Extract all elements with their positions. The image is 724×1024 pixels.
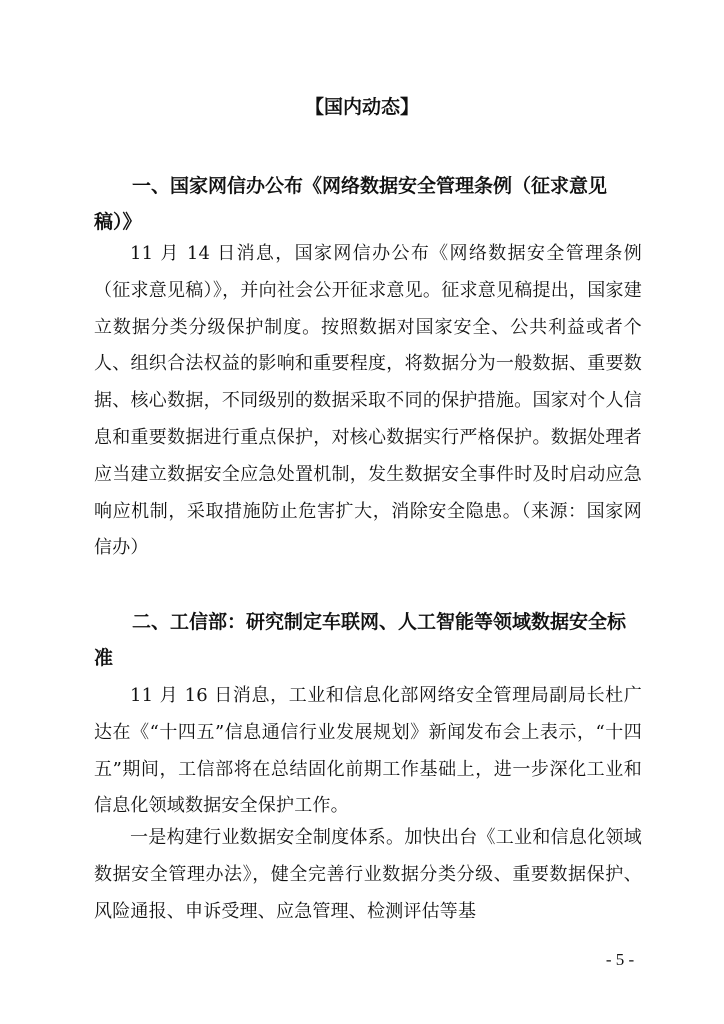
article-1-title: 一、国家网信办公布《网络数据安全管理条例（征求意见稿）》: [94, 175, 608, 233]
article-1-body: 11 月 14 日消息，国家网信办公布《网络数据安全管理条例（征求意见稿）》，并向社会公开征求意见。征求意见稿提出，国家建立数据分类分级保护制度。按照数据对国家安全、公共利益或者个人、组织合法权益的影响和重要程度，将数据分为一般数据、重要数据、核心数据，不同级别的数据采取不同的保护措施。国家对个人信息和重要数据进行重点保护，对核心数据实行严格保护。数据处理者应当建立数据安全应急处置机制，发生数据安全事件时及时启动应急响应机制，采取措施防止危害扩大，消除安全隐患。（来源：国家网信办）: [94, 243, 642, 559]
article-2-title: 二、工信部：研究制定车联网、人工智能等领域数据安全标准: [94, 611, 627, 669]
section-header: 【国内动态】: [304, 96, 419, 118]
page-number: - 5 -: [605, 950, 635, 969]
article-2-paragraph-1: 11 月 16 日消息，工业和信息化部网络安全管理局副局长杜广达在《“十四五”信息通信行业发展规划》新闻发布会上表示，“十四五”期间，工信部将在总结固化前期工作基础上，进一步深化工业和信息化领域数据安全保护工作。: [94, 685, 642, 817]
article-2-paragraph-2: 一是构建行业数据安全制度体系。加快出台《工业和信息化领域数据安全管理办法》，健全完善行业数据分类分级、重要数据保护、风险通报、申诉受理、应急管理、检测评估等基: [94, 827, 642, 922]
